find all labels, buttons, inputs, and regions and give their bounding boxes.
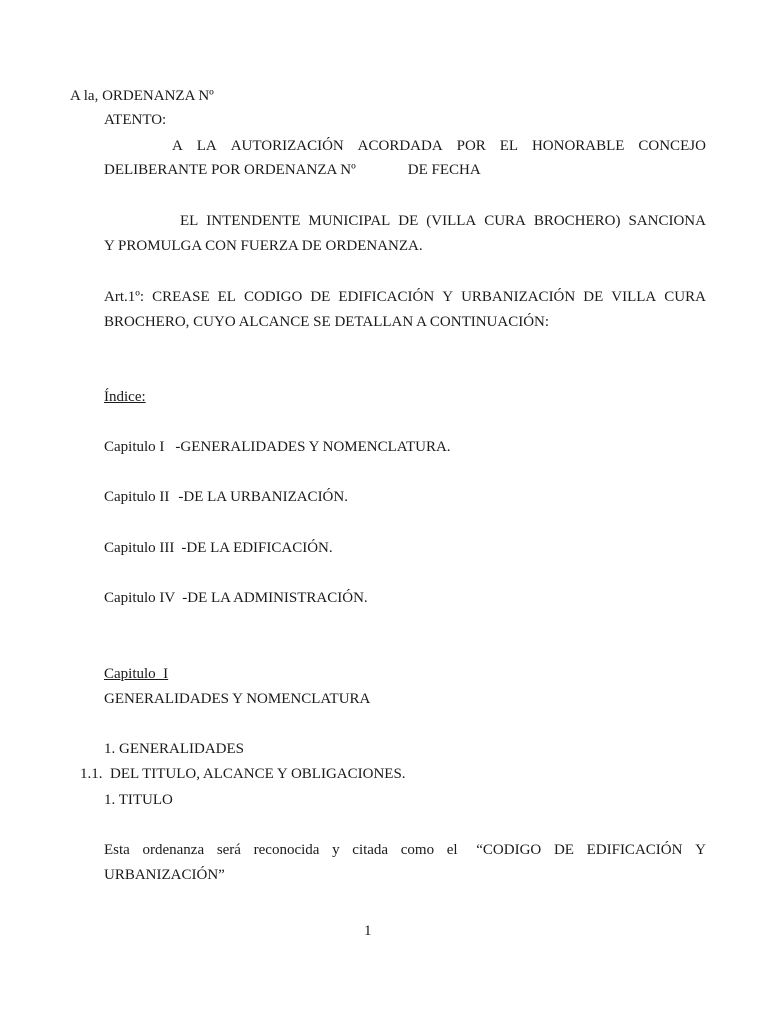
index-chapter: Capitulo I	[104, 439, 165, 455]
index-chapter: Capitulo II	[104, 489, 170, 505]
word: CURA	[664, 289, 706, 305]
chapter1-title: GENERALIDADES Y NOMENCLATURA	[104, 691, 371, 707]
word: POR	[456, 138, 486, 154]
index-item	[104, 541, 333, 556]
index-item	[104, 490, 348, 505]
word: EDIFICACIÓN	[338, 289, 435, 305]
index-title: -GENERALIDADES Y NOMENCLATURA.	[175, 439, 451, 455]
word: citada	[352, 842, 389, 858]
section-titulo: 1. TITULO	[104, 792, 173, 808]
word: AUTORIZACIÓN	[230, 138, 344, 154]
article1-line-2: BROCHERO, CUYO ALCANCE SE DETALLAN A CONTINUACIÓN:	[104, 314, 550, 330]
word: A	[172, 138, 183, 154]
word: el	[446, 842, 458, 858]
titulo-paragraph-line-1	[104, 843, 706, 858]
word: será	[216, 842, 241, 858]
article1-line-1	[104, 290, 706, 305]
word: DE	[553, 842, 574, 858]
word: BROCHERO)	[533, 213, 621, 229]
word: CURA	[484, 213, 526, 229]
word: HONORABLE	[531, 138, 625, 154]
word: CONCEJO	[638, 138, 706, 154]
considerando-line-1	[172, 139, 706, 154]
sanciona-line-1	[180, 214, 706, 229]
word: DE	[398, 213, 419, 229]
word: EL	[499, 138, 519, 154]
index-chapter: Capitulo III	[104, 540, 175, 556]
considerando-date: DE FECHA	[407, 162, 481, 178]
word: “CODIGO	[476, 842, 542, 858]
word: Art.1º:	[104, 289, 145, 305]
word: ACORDADA	[357, 138, 443, 154]
word: INTENDENTE	[206, 213, 301, 229]
word: y	[332, 842, 340, 858]
word: EL	[217, 289, 236, 305]
index-item	[104, 440, 451, 455]
word: Esta	[104, 842, 130, 858]
chapter1-heading: Capitulo I	[104, 666, 169, 682]
word: Y	[442, 289, 454, 305]
section-generalidades: 1. GENERALIDADES	[104, 741, 244, 757]
word: VILLA	[611, 289, 657, 305]
index-item	[104, 591, 368, 606]
word: CREASE	[152, 289, 210, 305]
word: como	[400, 842, 435, 858]
word: reconocida	[253, 842, 320, 858]
word: DE	[310, 289, 331, 305]
index-chapter: Capitulo IV	[104, 590, 176, 606]
index-title: -DE LA EDIFICACIÓN.	[181, 540, 333, 556]
word: Y	[695, 842, 706, 858]
titulo-paragraph-line-2: URBANIZACIÓN”	[104, 867, 225, 883]
word: (VILLA	[426, 213, 477, 229]
word: URBANIZACIÓN	[461, 289, 576, 305]
word: EDIFICACIÓN	[586, 842, 683, 858]
word: CODIGO	[243, 289, 303, 305]
considerando-line-2	[104, 163, 481, 178]
section-1-1: 1.1. DEL TITULO, ALCANCE Y OBLIGACIONES.	[80, 766, 406, 782]
ordinance-reference: A la, ORDENANZA Nº	[70, 88, 214, 104]
word: EL	[180, 213, 199, 229]
index-title: -DE LA URBANIZACIÓN.	[178, 489, 348, 505]
index-heading: Índice:	[104, 389, 146, 405]
page-number: 1	[364, 923, 372, 939]
word: SANCIONA	[628, 213, 706, 229]
word: MUNICIPAL	[308, 213, 391, 229]
word: LA	[196, 138, 217, 154]
word: ordenanza	[142, 842, 205, 858]
word: DE	[583, 289, 604, 305]
considerando-ordinance: DELIBERANTE POR ORDENANZA Nº	[104, 162, 356, 178]
index-title: -DE LA ADMINISTRACIÓN.	[182, 590, 368, 606]
sanciona-line-2: Y PROMULGA CON FUERZA DE ORDENANZA.	[104, 238, 423, 254]
atento-label: ATENTO:	[104, 112, 167, 128]
